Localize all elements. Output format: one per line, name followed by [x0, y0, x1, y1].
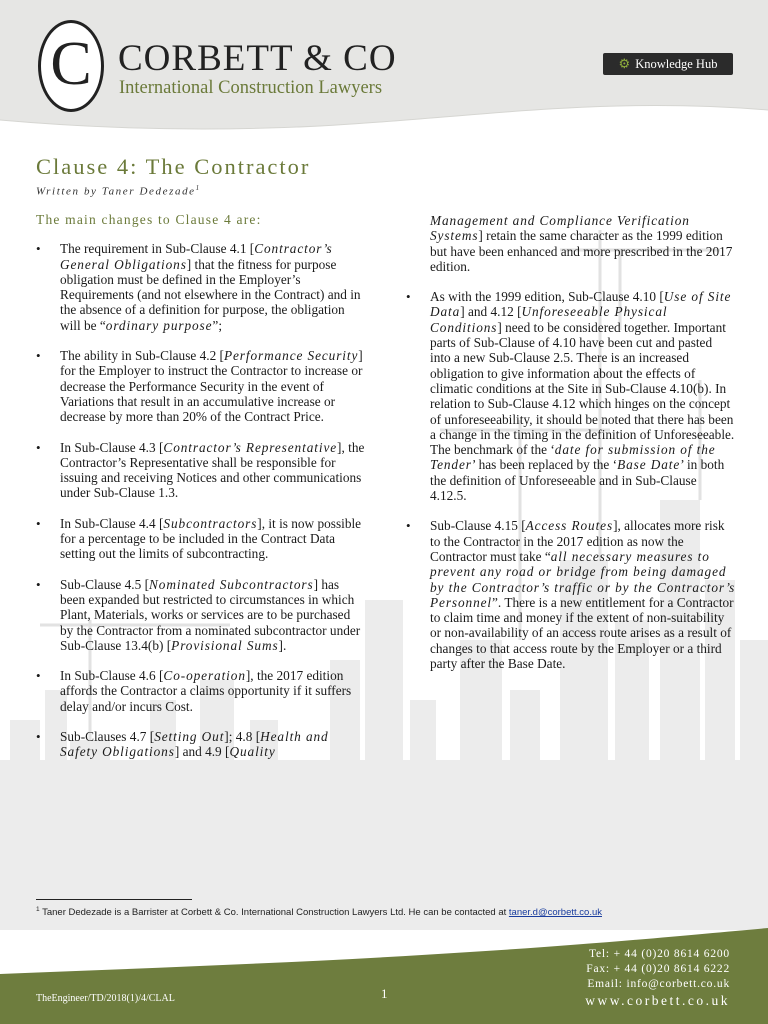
- footnote-email-link[interactable]: taner.d@corbett.co.uk: [508, 907, 602, 919]
- text-span: Sub-Clause 4.15 [: [430, 518, 526, 534]
- page-number: 1: [381, 986, 388, 1001]
- list-item: [36, 577, 366, 653]
- italic-span: Health and Safety Obligations: [60, 729, 329, 760]
- footer-fax: Fax: + 44 (0)20 8614 6222: [586, 963, 730, 975]
- text-span: ”. There is a new entitlement for a Contractor to claim time and money if the extent of non-suitability or non-availability of an access route arises as a result of changes to that access route by the Employer or a third party after the Base Date.: [430, 594, 734, 672]
- italic-span: Contractor’s Representative: [163, 439, 338, 455]
- text-span: In Sub-Clause 4.4 [: [60, 515, 164, 531]
- italic-span: Co-operation: [163, 668, 246, 684]
- italic-span: Contractor’s General Obligations: [60, 241, 333, 272]
- footnote: [36, 906, 736, 918]
- byline-footnote-ref: 1: [195, 184, 201, 192]
- italic-span: ordinary purpose: [105, 317, 213, 333]
- brand-name: CORBETT & CO: [118, 38, 397, 79]
- list-item: [36, 729, 366, 760]
- footer-tel: Tel: + 44 (0)20 8614 6200: [589, 948, 730, 960]
- intro-heading: The main changes to Clause 4 are:: [36, 212, 262, 227]
- footnote-divider: [36, 899, 192, 900]
- list-item: [36, 516, 366, 562]
- italic-span: Base Date: [617, 457, 681, 473]
- italic-span: Subcontractors: [163, 515, 258, 531]
- byline: [36, 184, 201, 198]
- byline-text: Written by Taner Dedezade: [36, 185, 196, 198]
- logo-letter: C: [50, 30, 92, 98]
- text-span: ] need to be considered together. Important parts of Sub-Clause of 4.10 have been cut and pasted into a new Sub-Clause 2.5. There is an increased obligation to give information about the effects of climatic conditions at the Site in Sub-Clause 4.10(b). In relation to Sub-Clause 4.12 which hinges on the concept of unforeseeability, it should be noted that there has been a change in the timing in the definition of Unforeseeable. The benchmark of the ‘: [430, 319, 735, 458]
- footer-email: Email: info@corbett.co.uk: [587, 978, 730, 990]
- italic-span: Nominated Subcontractors: [149, 576, 314, 592]
- italic-span: date for submission of the Tender: [430, 442, 716, 473]
- text-span: ]; 4.8 [: [224, 729, 261, 745]
- text-span: As with the 1999 edition, Sub-Clause 4.10 [: [430, 289, 664, 305]
- italic-span: Setting Out: [154, 729, 225, 745]
- list-item: [36, 348, 366, 424]
- text-span: ], the Contractor’s Representative shall be responsible for issuing and receiving Notices and other communications under Sub-Clause 1.3.: [60, 439, 365, 501]
- list-item-continuation: [430, 213, 736, 274]
- italic-span: Unforeseeable Physical Conditions: [430, 304, 668, 335]
- list-item: [36, 668, 366, 714]
- italic-span: Management and Compliance Verification Systems: [430, 213, 690, 244]
- knowledge-hub-button[interactable]: [603, 53, 733, 75]
- text-span: ] that the fitness for purpose obligation must be defined in the Employer’s Requirements (and not elsewhere in the Contract) and in the absence of a definition for purpose, the obligation will be “: [60, 256, 361, 333]
- text-span: ], it is now possible for a percentage to be included in the Contract Data setting out the limits of subcontracting.: [60, 515, 362, 562]
- company-logo: [38, 20, 104, 112]
- right-column: [406, 213, 736, 686]
- footnote-text: Taner Dedezade is a Barrister at Corbett & Co. International Construction Lawyers Ltd. He can be contacted at: [42, 907, 507, 919]
- italic-span: Provisional Sums: [171, 637, 279, 653]
- text-span: ”;: [212, 317, 223, 333]
- list-item: [36, 440, 366, 501]
- text-span: Sub-Clauses 4.7 [: [60, 729, 155, 745]
- text-span: ], the 2017 edition affords the Contractor a claims opportunity if it suffers delay and/or incurs Cost.: [60, 668, 352, 714]
- text-span: In Sub-Clause 4.6 [: [60, 668, 164, 684]
- text-span: ’ has been replaced by the ‘: [471, 457, 618, 473]
- document-title: Clause 4: The Contractor: [36, 154, 311, 179]
- text-span: ’ in both the definition of Unforeseeable and in Sub-Clause 4.12.5.: [430, 457, 725, 504]
- text-span: ].: [278, 637, 287, 653]
- text-span: In Sub-Clause 4.3 [: [60, 439, 164, 455]
- text-span: Sub-Clause 4.5 [: [60, 576, 150, 592]
- gear-icon: ⚙: [618, 56, 631, 71]
- text-span: ] has been expanded but restricted to circumstances in which Plant, Materials, works or services are to be purchased by the Contractor from a nominated subcontractor under Sub-Clause 13.4(b) [: [60, 576, 361, 653]
- text-span: ] for the Employer to instruct the Contractor to increase or decrease the Performance Security in the event of Variations that result in an accumulative increase or decrease by more than 20% of the Contract Price.: [60, 348, 363, 425]
- brand-tagline: International Construction Lawyers: [119, 78, 383, 98]
- text-span: ] retain the same character as the 1999 edition but have been enhanced and more prescribed in the 2017 edition.: [430, 228, 733, 274]
- italic-span: Use of Site Data: [430, 289, 732, 320]
- text-span: The requirement in Sub-Clause 4.1 [: [60, 241, 255, 257]
- list-item: [36, 241, 366, 333]
- footer-reference: TheEngineer/TD/2018(1)/4/CLAL: [36, 993, 175, 1004]
- list-item: [406, 518, 736, 671]
- italic-span: Access Routes: [525, 518, 614, 534]
- text-span: ], allocates more risk to the Contractor in the 2017 edition as now the Contractor must take “: [430, 518, 725, 564]
- text-span: ] and 4.9 [: [174, 744, 230, 760]
- italic-span: all necessary measures to prevent any road or bridge from being damaged by the Contractor’s traffic or by the Contractor’s Personnel: [430, 548, 736, 610]
- text-span: The ability in Sub-Clause 4.2 [: [60, 348, 224, 364]
- footer-website-link[interactable]: www.corbett.co.uk: [585, 993, 730, 1008]
- text-span: ] and 4.12 [: [460, 304, 522, 320]
- left-column: [36, 212, 366, 775]
- footnote-number: 1: [36, 906, 40, 913]
- footer-contact: [586, 947, 730, 992]
- knowledge-hub-label: Knowledge Hub: [635, 56, 718, 71]
- italic-span: Quality: [229, 744, 276, 760]
- italic-span: Performance Security: [223, 348, 359, 364]
- list-item: [406, 289, 736, 503]
